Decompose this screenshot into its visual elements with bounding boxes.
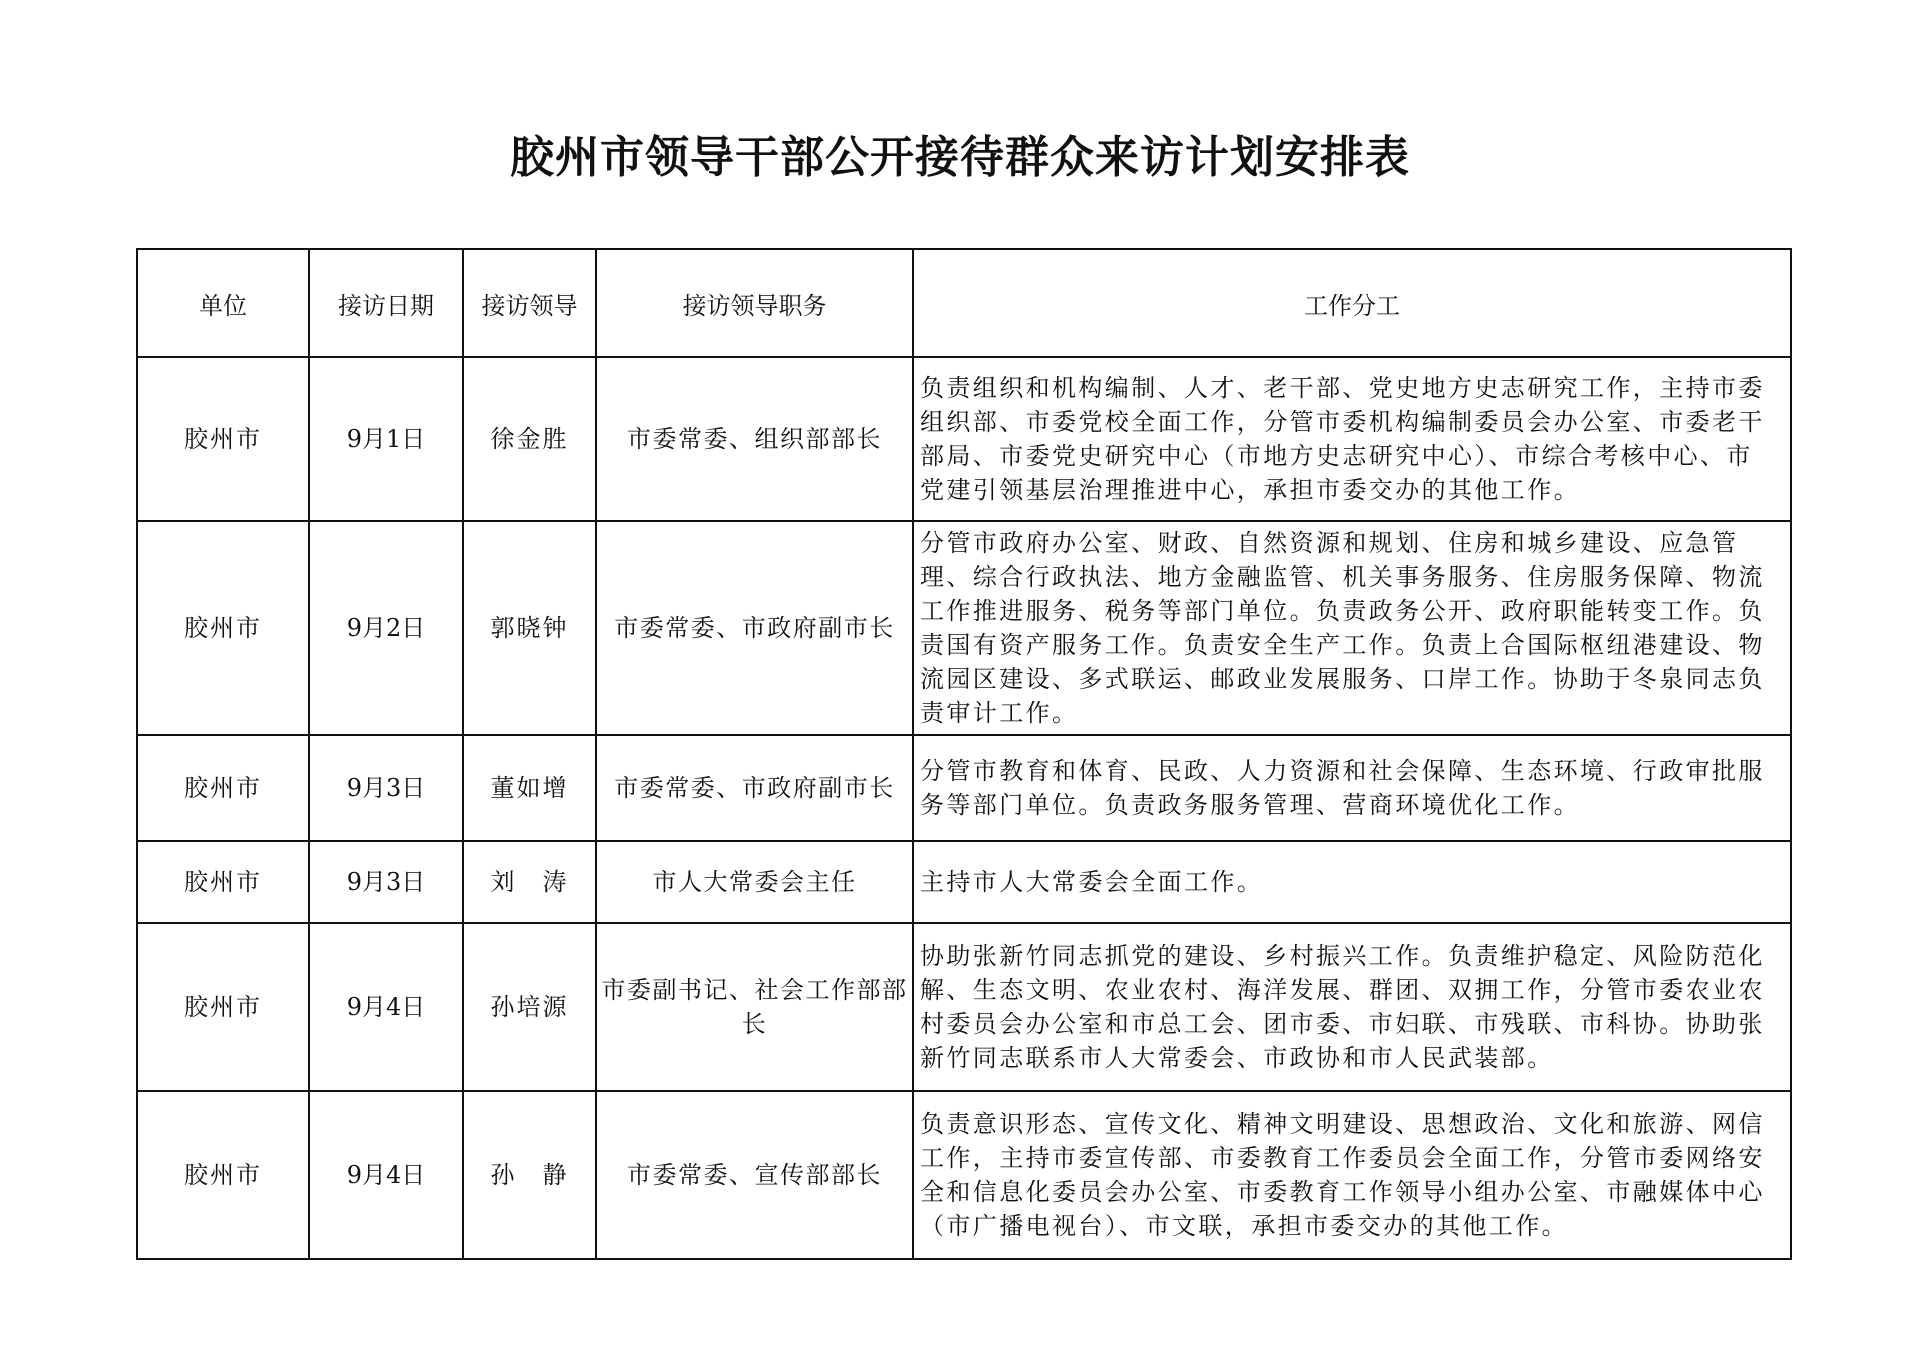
header-unit: 单位 [137,249,309,357]
cell-leader: 董如增 [463,735,596,841]
cell-duty: 分管市教育和体育、民政、人力资源和社会保障、生态环境、行政审批服务等部门单位。负责政务服务管理、营商环境优化工作。 [913,735,1791,841]
table-row [137,357,1791,521]
cell-date: 9月4日 [309,923,463,1091]
cell-position: 市委常委、市政府副市长 [596,735,913,841]
cell-unit: 胶州市 [137,1091,309,1259]
cell-duty: 负责意识形态、宣传文化、精神文明建设、思想政治、文化和旅游、网信工作，主持市委宣传部、市委教育工作委员会全面工作，分管市委网络安全和信息化委员会办公室、市委教育工作领导小组办公室、市融媒体中心（市广播电视台）、市文联，承担市委交办的其他工作。 [913,1091,1791,1259]
page-title: 胶州市领导干部公开接待群众来访计划安排表 [510,132,1410,183]
cell-duty: 协助张新竹同志抓党的建设、乡村振兴工作。负责维护稳定、风险防范化解、生态文明、农业农村、海洋发展、群团、双拥工作，分管市委农业农村委员会办公室和市总工会、团市委、市妇联、市残联、市科协。协助张新竹同志联系市人大常委会、市政协和市人民武装部。 [913,923,1791,1091]
cell-position: 市委常委、市政府副市长 [596,521,913,735]
header-date: 接访日期 [309,249,463,357]
table-row [137,841,1791,923]
cell-unit: 胶州市 [137,923,309,1091]
cell-leader: 徐金胜 [463,357,596,521]
cell-date: 9月1日 [309,357,463,521]
cell-position: 市委副书记、社会工作部部长 [596,923,913,1091]
cell-duty: 主持市人大常委会全面工作。 [913,841,1791,923]
cell-leader: 孙 静 [463,1091,596,1259]
header-duty: 工作分工 [913,249,1791,357]
cell-unit: 胶州市 [137,357,309,521]
cell-position: 市人大常委会主任 [596,841,913,923]
cell-unit: 胶州市 [137,735,309,841]
reception-schedule-table [136,248,1792,1260]
table-header-row [137,249,1791,357]
header-leader: 接访领导 [463,249,596,357]
cell-date: 9月3日 [309,735,463,841]
table-row [137,521,1791,735]
table-row [137,1091,1791,1259]
cell-unit: 胶州市 [137,841,309,923]
cell-date: 9月4日 [309,1091,463,1259]
cell-position: 市委常委、组织部部长 [596,357,913,521]
cell-leader: 郭晓钟 [463,521,596,735]
cell-date: 9月2日 [309,521,463,735]
cell-leader: 刘 涛 [463,841,596,923]
cell-duty: 负责组织和机构编制、人才、老干部、党史地方史志研究工作，主持市委组织部、市委党校全面工作，分管市委机构编制委员会办公室、市委老干部局、市委党史研究中心（市地方史志研究中心）、市综合考核中心、市党建引领基层治理推进中心，承担市委交办的其他工作。 [913,357,1791,521]
cell-date: 9月3日 [309,841,463,923]
cell-duty: 分管市政府办公室、财政、自然资源和规划、住房和城乡建设、应急管理、综合行政执法、地方金融监管、机关事务服务、住房服务保障、物流工作推进服务、税务等部门单位。负责政务公开、政府职能转变工作。负责国有资产服务工作。负责安全生产工作。负责上合国际枢纽港建设、物流园区建设、多式联运、邮政业发展服务、口岸工作。协助于冬泉同志负责审计工作。 [913,521,1791,735]
cell-leader: 孙培源 [463,923,596,1091]
header-position: 接访领导职务 [596,249,913,357]
cell-unit: 胶州市 [137,521,309,735]
cell-position: 市委常委、宣传部部长 [596,1091,913,1259]
table-row [137,735,1791,841]
table-row [137,923,1791,1091]
